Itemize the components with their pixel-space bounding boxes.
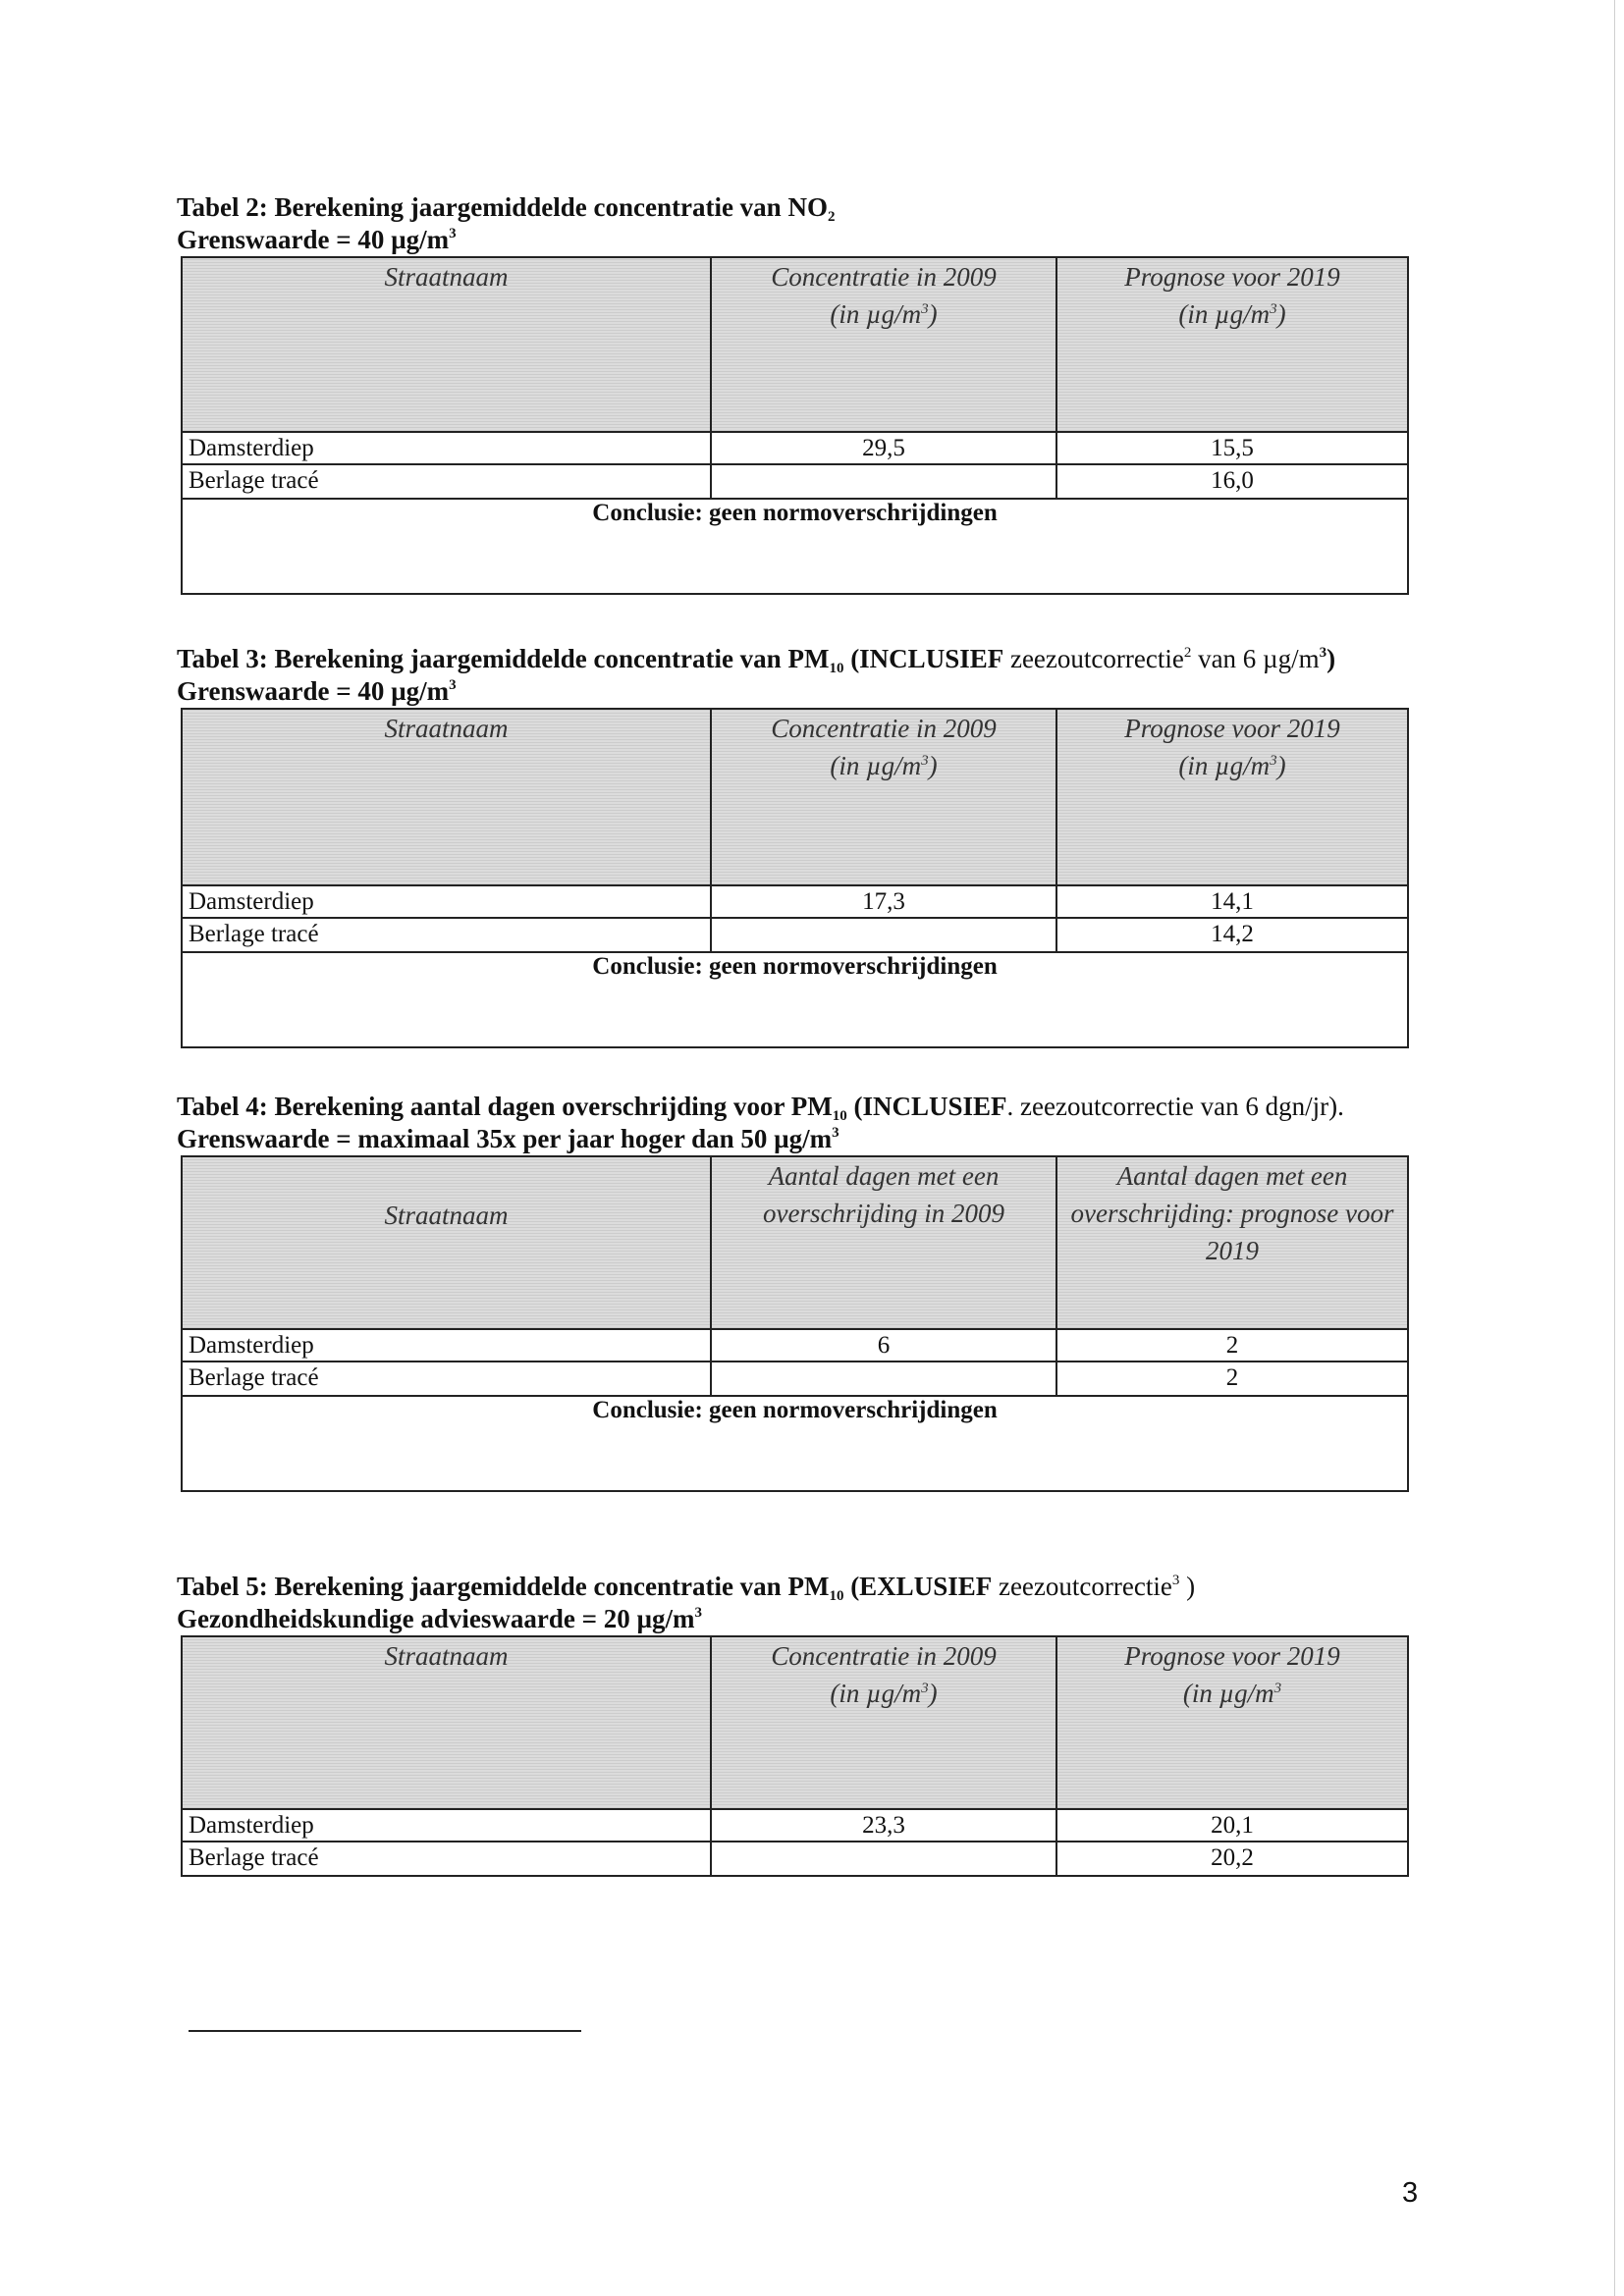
table-row [182,918,1408,952]
table-2-title: Tabel 2: Berekening jaargemiddelde concentratie van $NO_2$ [177,192,836,225]
table-2-section [177,191,1414,595]
header-straatnaam: Straatnaam [182,257,711,432]
conclusion: Conclusie: geen normoverschrijdingen [182,1396,1408,1491]
table-5-section [177,1571,1414,1877]
value-2019: 14,1 [1056,885,1408,918]
value-2009: 17,3 [711,885,1056,918]
street-name: Berlage tracé [182,1842,711,1876]
street-name: Berlage tracé [182,464,711,499]
table-row [182,1329,1408,1362]
table-5-title: Tabel 5: Berekening jaargemiddelde concentratie van $PM_{10}$ (EXLUSIEF zeezoutcorrectie$^3$ ) [177,1572,1196,1604]
table-2-limit: Grenswaarde = 40 $\mu g/m^3$ [177,225,457,254]
header-prognose-2019: Prognose voor 2019 (in $\mu g/m^3$) [1056,709,1408,885]
header-prognose-2019: Prognose voor 2019 (in $\mu g/m^3$) [1056,257,1408,432]
table-row [182,1842,1408,1876]
header-dagen-2009: Aantal dagen met een overschrijding in 2009 [711,1156,1056,1329]
header-concentratie-2009: Concentratie in 2009 (in $\mu g/m^3$) [711,257,1056,432]
table-3 [181,708,1409,1048]
table-row [182,885,1408,918]
table-5-limit: Gezondheidskundige advieswaarde = 20 $\mu g/m^3$ [177,1604,703,1633]
value-2019: 2 [1056,1329,1408,1362]
table-4-limit: Grenswaarde = maximaal 35x per jaar hoger dan 50 $\mu g/m^3$ [177,1124,839,1153]
table-row [182,432,1408,464]
street-name: Damsterdiep [182,885,711,918]
header-straatnaam: Straatnaam [182,1636,711,1809]
value-2009 [711,1362,1056,1396]
value-2019: 14,2 [1056,918,1408,952]
street-name: Berlage tracé [182,1362,711,1396]
street-name: Berlage tracé [182,918,711,952]
table-4-section [177,1091,1414,1492]
header-concentratie-2009: Concentratie in 2009 (in $\mu g/m^3$) [711,1636,1056,1809]
value-2009 [711,1842,1056,1876]
value-2019: 2 [1056,1362,1408,1396]
page-edge-line [1614,0,1615,2296]
table-3-section [177,643,1414,1048]
table-3-title: Tabel 3: Berekening jaargemiddelde concentratie van $PM_{10}$ (INCLUSIEF zeezoutcorrectie$^2$ van 6 $\mu g/m^3$) Grenswaarde = 40 $\mu g/m^3$ [177,644,1336,706]
value-2019: 16,0 [1056,464,1408,499]
table-row [182,1362,1408,1396]
table-5 [181,1635,1409,1877]
header-straatnaam: Straatnaam [182,709,711,885]
header-straatnaam: Straatnaam [182,1156,711,1329]
value-2019: 15,5 [1056,432,1408,464]
value-2009: 6 [711,1329,1056,1362]
table-4 [181,1155,1409,1492]
table-row [182,1809,1408,1842]
street-name: Damsterdiep [182,432,711,464]
value-2019: 20,1 [1056,1809,1408,1842]
page-number: 3 [1402,2177,1419,2209]
footnote-separator [189,2030,581,2032]
table-2 [181,256,1409,595]
conclusion: Conclusie: geen normoverschrijdingen [182,499,1408,594]
value-2009 [711,464,1056,499]
value-2019: 20,2 [1056,1842,1408,1876]
street-name: Damsterdiep [182,1809,711,1842]
header-dagen-prognose-2019: Aantal dagen met een overschrijding: prognose voor 2019 [1056,1156,1408,1329]
value-2009: 29,5 [711,432,1056,464]
value-2009: 23,3 [711,1809,1056,1842]
table-4-title: Tabel 4: Berekening aantal dagen overschrijding voor $PM_{10}$ (INCLUSIEF. zeezoutcorrectie van 6 dgn/jr). [177,1092,1344,1124]
street-name: Damsterdiep [182,1329,711,1362]
header-concentratie-2009: Concentratie in 2009 (in $\mu g/m^3$) [711,709,1056,885]
conclusion: Conclusie: geen normoverschrijdingen [182,952,1408,1047]
table-row [182,464,1408,499]
header-prognose-2019: Prognose voor 2019 (in $\mu g/m^3$ [1056,1636,1408,1809]
value-2009 [711,918,1056,952]
